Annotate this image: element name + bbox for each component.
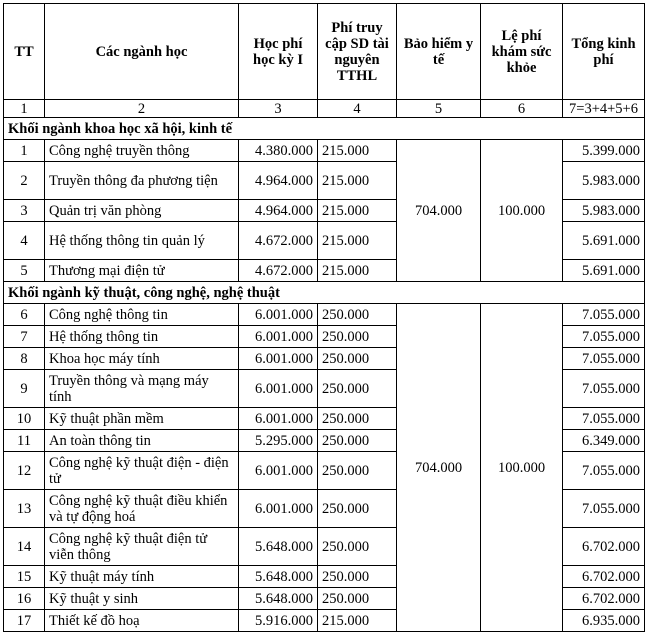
total-value: 6.702.000 — [563, 528, 645, 566]
total-value: 7.055.000 — [563, 490, 645, 528]
row-number: 14 — [4, 528, 45, 566]
access-fee-value: 215.000 — [318, 222, 397, 260]
column-number: 7=3+4+5+6 — [563, 100, 645, 118]
total-value: 7.055.000 — [563, 408, 645, 430]
row-number: 1 — [4, 140, 45, 162]
row-number: 4 — [4, 222, 45, 260]
tuition-value: 6.001.000 — [239, 490, 318, 528]
total-value: 6.702.000 — [563, 588, 645, 610]
access-fee-value: 250.000 — [318, 452, 397, 490]
access-fee-value: 250.000 — [318, 566, 397, 588]
header-tuition: Học phí học kỳ I — [239, 4, 318, 100]
major-name: Công nghệ kỹ thuật điện tử viễn thông — [45, 528, 239, 566]
table-row — [4, 304, 645, 326]
tuition-value: 5.916.000 — [239, 610, 318, 632]
header-access-fee: Phí truy cập SD tài nguyên TTHL — [318, 4, 397, 100]
header-tt: TT — [4, 4, 45, 100]
access-fee-value: 250.000 — [318, 430, 397, 452]
total-value: 6.702.000 — [563, 566, 645, 588]
row-number: 12 — [4, 452, 45, 490]
major-name: Công nghệ truyền thông — [45, 140, 239, 162]
major-name: Truyền thông và mạng máy tính — [45, 370, 239, 408]
section-header-row — [4, 282, 645, 304]
tuition-value: 4.380.000 — [239, 140, 318, 162]
tuition-value: 5.648.000 — [239, 588, 318, 610]
access-fee-value: 250.000 — [318, 348, 397, 370]
major-name: Kỹ thuật y sinh — [45, 588, 239, 610]
tuition-value: 6.001.000 — [239, 408, 318, 430]
total-value: 5.399.000 — [563, 140, 645, 162]
row-number: 8 — [4, 348, 45, 370]
major-name: Thiết kế đồ hoạ — [45, 610, 239, 632]
tuition-value: 6.001.000 — [239, 326, 318, 348]
row-number: 2 — [4, 162, 45, 200]
major-name: An toàn thông tin — [45, 430, 239, 452]
section-title: Khối ngành khoa học xã hội, kinh tế — [4, 118, 645, 140]
access-fee-value: 250.000 — [318, 304, 397, 326]
row-number: 9 — [4, 370, 45, 408]
header-row — [4, 4, 645, 100]
tuition-value: 4.964.000 — [239, 162, 318, 200]
access-fee-value: 215.000 — [318, 200, 397, 222]
major-name: Kỹ thuật phần mềm — [45, 408, 239, 430]
section-header-row — [4, 118, 645, 140]
major-name: Công nghệ thông tin — [45, 304, 239, 326]
major-name: Quản trị văn phòng — [45, 200, 239, 222]
access-fee-value: 250.000 — [318, 528, 397, 566]
major-name: Khoa học máy tính — [45, 348, 239, 370]
tuition-value: 6.001.000 — [239, 304, 318, 326]
row-number: 6 — [4, 304, 45, 326]
section-title: Khối ngành kỹ thuật, công nghệ, nghệ thuật — [4, 282, 645, 304]
insurance-value: 704.000 — [397, 140, 481, 282]
column-number: 6 — [481, 100, 563, 118]
row-number: 13 — [4, 490, 45, 528]
column-number: 4 — [318, 100, 397, 118]
tuition-value: 5.648.000 — [239, 566, 318, 588]
major-name: Công nghệ kỹ thuật điều khiển và tự động hoá — [45, 490, 239, 528]
column-number: 1 — [4, 100, 45, 118]
column-number: 2 — [45, 100, 239, 118]
access-fee-value: 250.000 — [318, 370, 397, 408]
access-fee-value: 215.000 — [318, 260, 397, 282]
column-number-row — [4, 100, 645, 118]
total-value: 7.055.000 — [563, 370, 645, 408]
insurance-value: 704.000 — [397, 304, 481, 632]
total-value: 6.935.000 — [563, 610, 645, 632]
major-name: Công nghệ kỹ thuật điện - điện tử — [45, 452, 239, 490]
total-value: 7.055.000 — [563, 304, 645, 326]
total-value: 5.691.000 — [563, 222, 645, 260]
access-fee-value: 250.000 — [318, 588, 397, 610]
tuition-value: 4.672.000 — [239, 222, 318, 260]
access-fee-value: 215.000 — [318, 610, 397, 632]
major-name: Thương mại điện tử — [45, 260, 239, 282]
access-fee-value: 215.000 — [318, 140, 397, 162]
tuition-value: 6.001.000 — [239, 370, 318, 408]
header-insurance: Bảo hiểm y tế — [397, 4, 481, 100]
table-row — [4, 140, 645, 162]
tuition-value: 5.648.000 — [239, 528, 318, 566]
total-value: 6.349.000 — [563, 430, 645, 452]
total-value: 5.691.000 — [563, 260, 645, 282]
access-fee-value: 250.000 — [318, 326, 397, 348]
column-number: 3 — [239, 100, 318, 118]
major-name: Kỹ thuật máy tính — [45, 566, 239, 588]
row-number: 15 — [4, 566, 45, 588]
row-number: 16 — [4, 588, 45, 610]
column-number: 5 — [397, 100, 481, 118]
row-number: 5 — [4, 260, 45, 282]
total-value: 7.055.000 — [563, 348, 645, 370]
tuition-value: 5.295.000 — [239, 430, 318, 452]
access-fee-value: 250.000 — [318, 408, 397, 430]
health-fee-value: 100.000 — [481, 304, 563, 632]
row-number: 7 — [4, 326, 45, 348]
total-value: 5.983.000 — [563, 200, 645, 222]
total-value: 7.055.000 — [563, 452, 645, 490]
access-fee-value: 215.000 — [318, 162, 397, 200]
access-fee-value: 250.000 — [318, 490, 397, 528]
header-total: Tổng kinh phí — [563, 4, 645, 100]
header-health-fee: Lệ phí khám sức khỏe — [481, 4, 563, 100]
tuition-value: 4.672.000 — [239, 260, 318, 282]
major-name: Hệ thống thông tin quản lý — [45, 222, 239, 260]
major-name: Hệ thống thông tin — [45, 326, 239, 348]
row-number: 11 — [4, 430, 45, 452]
row-number: 10 — [4, 408, 45, 430]
health-fee-value: 100.000 — [481, 140, 563, 282]
tuition-value: 6.001.000 — [239, 452, 318, 490]
total-value: 5.983.000 — [563, 162, 645, 200]
tuition-value: 4.964.000 — [239, 200, 318, 222]
major-name: Truyền thông đa phương tiện — [45, 162, 239, 200]
header-major: Các ngành học — [45, 4, 239, 100]
row-number: 17 — [4, 610, 45, 632]
tuition-value: 6.001.000 — [239, 348, 318, 370]
fee-table — [3, 3, 645, 632]
row-number: 3 — [4, 200, 45, 222]
total-value: 7.055.000 — [563, 326, 645, 348]
